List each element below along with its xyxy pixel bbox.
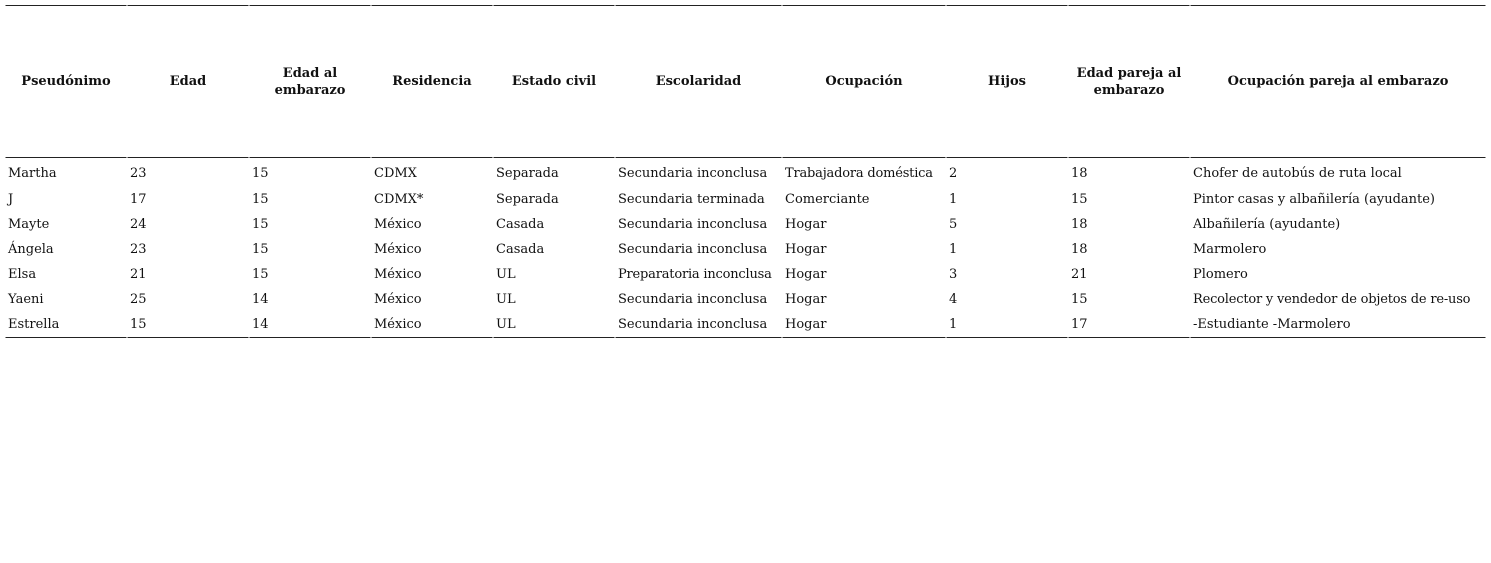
cell-ocupacion-pareja: Chofer de autobús de ruta local <box>1190 158 1486 187</box>
cell-estado-civil: UL <box>493 262 615 287</box>
cell-edad: 25 <box>127 287 249 312</box>
cell-pseudonimo: Elsa <box>5 262 127 287</box>
cell-residencia: México <box>371 287 493 312</box>
cell-ocupacion: Hogar <box>782 262 946 287</box>
table-row <box>5 158 1486 187</box>
cell-estado-civil: Separada <box>493 187 615 212</box>
column-header-edad-al-embarazo: Edad al embarazo <box>249 5 371 158</box>
cell-residencia: CDMX* <box>371 187 493 212</box>
cell-estado-civil: Separada <box>493 158 615 187</box>
cell-hijos: 2 <box>946 158 1068 187</box>
cell-edad: 17 <box>127 187 249 212</box>
cell-edad-pareja: 21 <box>1068 262 1190 287</box>
cell-escolaridad: Preparatoria inconclusa <box>615 262 782 287</box>
participants-table <box>5 5 1486 338</box>
cell-pseudonimo: Ángela <box>5 237 127 262</box>
cell-pseudonimo: Mayte <box>5 212 127 237</box>
cell-edad-pareja: 18 <box>1068 212 1190 237</box>
cell-edad-al-embarazo: 14 <box>249 287 371 312</box>
cell-ocupacion: Comerciante <box>782 187 946 212</box>
cell-pseudonimo: Yaeni <box>5 287 127 312</box>
cell-estado-civil: UL <box>493 312 615 338</box>
column-header-escolaridad: Escolaridad <box>615 5 782 158</box>
cell-ocupacion: Hogar <box>782 287 946 312</box>
column-header-estado-civil: Estado civil <box>493 5 615 158</box>
cell-hijos: 1 <box>946 237 1068 262</box>
cell-pseudonimo: Estrella <box>5 312 127 338</box>
cell-hijos: 4 <box>946 287 1068 312</box>
cell-edad-al-embarazo: 15 <box>249 158 371 187</box>
cell-edad-pareja: 15 <box>1068 187 1190 212</box>
cell-escolaridad: Secundaria inconclusa <box>615 237 782 262</box>
cell-escolaridad: Secundaria inconclusa <box>615 287 782 312</box>
cell-residencia: México <box>371 312 493 338</box>
column-header-edad-pareja: Edad pareja al embarazo <box>1068 5 1190 158</box>
cell-escolaridad: Secundaria inconclusa <box>615 212 782 237</box>
cell-ocupacion: Trabajadora doméstica <box>782 158 946 187</box>
cell-ocupacion-pareja: Recolector y vendedor de objetos de re-uso <box>1190 287 1486 312</box>
cell-edad-pareja: 18 <box>1068 237 1190 262</box>
cell-hijos: 3 <box>946 262 1068 287</box>
cell-hijos: 1 <box>946 312 1068 338</box>
cell-estado-civil: Casada <box>493 237 615 262</box>
table-header-row <box>5 5 1486 158</box>
cell-edad-al-embarazo: 14 <box>249 312 371 338</box>
cell-edad-al-embarazo: 15 <box>249 237 371 262</box>
column-header-ocupacion-pareja: Ocupación pareja al embarazo <box>1190 5 1486 158</box>
table-row <box>5 287 1486 312</box>
cell-edad: 21 <box>127 262 249 287</box>
cell-residencia: México <box>371 237 493 262</box>
cell-escolaridad: Secundaria terminada <box>615 187 782 212</box>
cell-edad-pareja: 15 <box>1068 287 1190 312</box>
cell-edad: 23 <box>127 158 249 187</box>
cell-estado-civil: UL <box>493 287 615 312</box>
cell-residencia: México <box>371 212 493 237</box>
cell-ocupacion-pareja: Albañilería (ayudante) <box>1190 212 1486 237</box>
cell-edad: 23 <box>127 237 249 262</box>
cell-ocupacion-pareja: Plomero <box>1190 262 1486 287</box>
table-row <box>5 237 1486 262</box>
cell-residencia: México <box>371 262 493 287</box>
cell-ocupacion: Hogar <box>782 312 946 338</box>
cell-hijos: 5 <box>946 212 1068 237</box>
column-header-ocupacion: Ocupación <box>782 5 946 158</box>
cell-escolaridad: Secundaria inconclusa <box>615 158 782 187</box>
cell-ocupacion-pareja: Pintor casas y albañilería (ayudante) <box>1190 187 1486 212</box>
cell-ocupacion: Hogar <box>782 212 946 237</box>
cell-edad-pareja: 18 <box>1068 158 1190 187</box>
table-row <box>5 312 1486 338</box>
cell-hijos: 1 <box>946 187 1068 212</box>
table-row <box>5 212 1486 237</box>
cell-ocupacion-pareja: Marmolero <box>1190 237 1486 262</box>
cell-ocupacion-pareja: -Estudiante -Marmolero <box>1190 312 1486 338</box>
cell-pseudonimo: Martha <box>5 158 127 187</box>
table-row <box>5 262 1486 287</box>
column-header-hijos: Hijos <box>946 5 1068 158</box>
cell-ocupacion: Hogar <box>782 237 946 262</box>
column-header-pseudonimo: Pseudónimo <box>5 5 127 158</box>
cell-pseudonimo: J <box>5 187 127 212</box>
cell-edad: 24 <box>127 212 249 237</box>
cell-escolaridad: Secundaria inconclusa <box>615 312 782 338</box>
cell-edad: 15 <box>127 312 249 338</box>
cell-residencia: CDMX <box>371 158 493 187</box>
cell-estado-civil: Casada <box>493 212 615 237</box>
column-header-residencia: Residencia <box>371 5 493 158</box>
cell-edad-al-embarazo: 15 <box>249 212 371 237</box>
cell-edad-al-embarazo: 15 <box>249 187 371 212</box>
cell-edad-al-embarazo: 15 <box>249 262 371 287</box>
table-row <box>5 187 1486 212</box>
column-header-edad: Edad <box>127 5 249 158</box>
cell-edad-pareja: 17 <box>1068 312 1190 338</box>
